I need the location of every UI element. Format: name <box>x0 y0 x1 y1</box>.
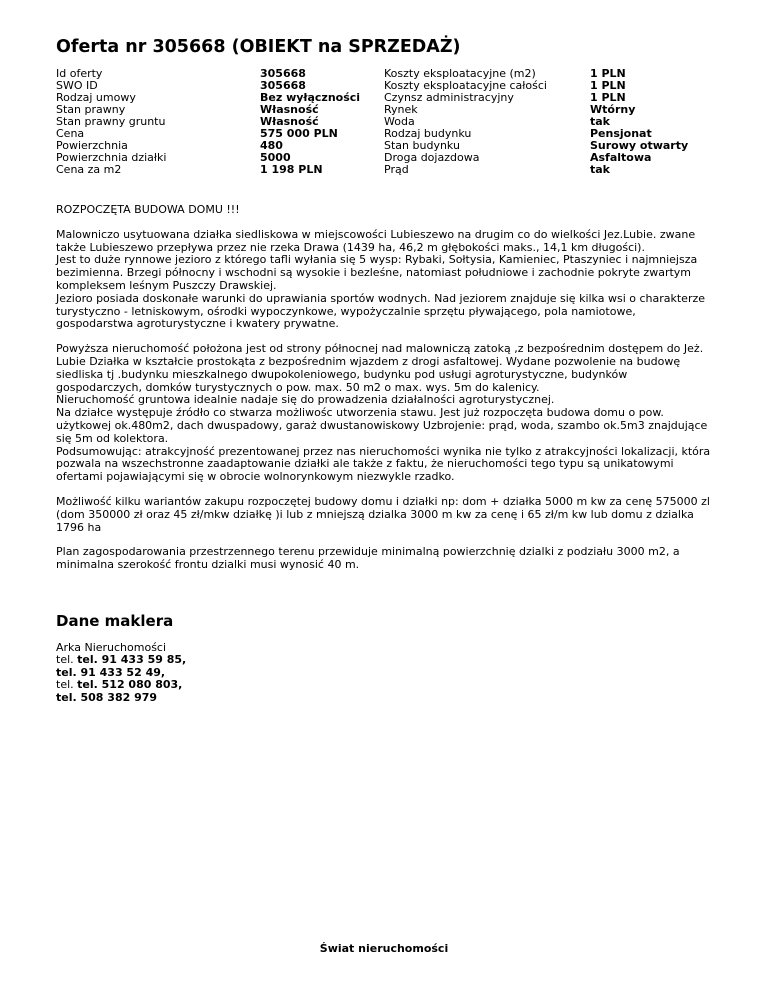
fact-label: Cena za m2 <box>56 163 122 176</box>
fact-label: Stan budynku <box>384 139 460 152</box>
page-title: Oferta nr 305668 (OBIEKT na SPRZEDAŻ) <box>56 37 461 57</box>
facts-values-left <box>260 68 360 176</box>
facts-labels-right <box>384 68 547 176</box>
fact-value: tak <box>590 115 610 128</box>
phone-number[interactable]: tel. 508 382 979 <box>56 690 158 704</box>
description-line: Na działce występuje źródło co stwarza możliwośc utworzenia stawu. Jest już rozpoczęta budowa domu o pow. użytkowej ok.480m2, dach dwuspadowy, garaż dwustanowiskowy Uzbrojenie: prąd, woda, szambo ok.5m3 znajdujące się 5m od kolektora. <box>56 406 708 445</box>
fact-value: Wtórny <box>590 103 636 116</box>
fact-value: 575 000 PLN <box>260 127 338 140</box>
description-paragraph-zoning: Plan zagospodarowania przestrzennego terenu przewiduje minimalną powierzchnię dzialki z podziału 3000 m2, a minimalna szerokość frontu dzialki musi wynosić 40 m. <box>56 545 680 572</box>
fact-label: Koszty eksploatacyjne (m2) <box>384 67 536 80</box>
phone-number[interactable]: tel. 91 433 59 85, <box>77 653 187 667</box>
broker-company: Arka Nieruchomości <box>56 640 167 654</box>
fact-label: Powierzchnia <box>56 139 128 152</box>
fact-label: Prąd <box>384 163 409 176</box>
fact-label: SWO ID <box>56 79 98 92</box>
fact-label: Rodzaj budynku <box>384 127 472 140</box>
fact-value: Własność <box>260 115 319 128</box>
fact-value: Pensjonat <box>590 127 652 140</box>
fact-value: 1 PLN <box>590 91 626 104</box>
description-line: Nieruchomość gruntowa idealnie nadaje się do prowadzenia działalności agroturystycznej. <box>56 393 555 407</box>
fact-value: Własność <box>260 103 319 116</box>
fact-value: Asfaltowa <box>590 151 652 164</box>
phone-prefix: tel. <box>56 678 74 692</box>
description-line: Powyższa nieruchomość położona jest od strony północnej nad malowniczą zatoką ,z bezpośrednim dostępem do Jeż. Lubie Działka w kształcie prostokąta z bezpośrednim wjazdem z drogi asfaltowej. Wydane pozwolenie na budowę siedliska tj .budynku mieszkalnego dwupokoleniowego, budynku pod usługi agroturystyczne, budynków gospodarczych, domków turystycznych o pow. max. 50 m2 o max. wys. 5m do kalenicy. <box>56 342 704 394</box>
fact-label: Stan prawny <box>56 103 126 116</box>
fact-label: Woda <box>384 115 415 128</box>
offer-facts-table <box>56 68 716 176</box>
facts-values-right <box>590 68 688 176</box>
fact-value: 1 PLN <box>590 79 626 92</box>
fact-value: 305668 <box>260 79 306 92</box>
fact-value: 1 PLN <box>590 67 626 80</box>
description-line: Podsumowując: atrakcyjność prezentowanej przez nas nieruchomości wynika nie tylko z atrakcyjności lokalizacji, która pozwala na wszechstronne zaadaptowanie działki ale także z faktu, że nieruchomości tego typu są unikatowymi ofertami pojawiającymi się w obrocie wolnorynkowym niezwykle rzadko. <box>56 444 711 484</box>
fact-label: Droga dojazdowa <box>384 151 480 164</box>
phone-prefix: tel. <box>56 653 74 667</box>
fact-value: Bez wyłączności <box>260 91 361 104</box>
fact-label: Cena <box>56 127 85 140</box>
fact-value: 305668 <box>260 67 306 80</box>
fact-value: tak <box>590 163 610 176</box>
fact-label: Rynek <box>384 103 418 116</box>
fact-value: 5000 <box>260 151 291 164</box>
fact-label: Id oferty <box>56 67 103 80</box>
description-paragraph-property <box>56 343 716 484</box>
fact-label: Rodzaj umowy <box>56 91 136 104</box>
fact-value: 1 198 PLN <box>260 163 323 176</box>
fact-label: Czynsz administracyjny <box>384 91 514 104</box>
fact-value: 480 <box>260 139 283 152</box>
description-line: Jest to duże rynnowe jezioro z którego tafli wyłania się 5 wysp: Rybaki, Sołtysia, Kamieniec, Ptaszyniec i najmniejsza bezimienna. Brzegi północny i wschodni są wysokie i bezleśne, natomiast południowe i zachodnie pokryte zwartym kompleksem leśnym Puszczy Drawskiej. <box>56 253 698 292</box>
phone-number[interactable]: tel. 91 433 52 49, <box>56 665 166 679</box>
footer-brand: Świat nieruchomości <box>319 942 449 955</box>
offer-document <box>56 36 716 704</box>
facts-labels-left <box>56 68 166 176</box>
fact-value: Surowy otwarty <box>590 139 689 152</box>
fact-label: Koszty eksploatacyjne całości <box>384 79 547 92</box>
fact-label: Powierzchnia działki <box>56 151 167 164</box>
description-paragraph-purchase-options: Możliwość kilku wariantów zakupu rozpoczętej budowy domu i działki np: dom + działka 5000 m kw za cenę 575000 zl (dom 350000 zł oraz 45 zł/mkw działkę )i lub z mniejszą dzialka 3000 m kw za cenę i 65 zł/m kw lub domu z dzialka 1796 ha <box>56 494 710 534</box>
description-paragraph-location <box>56 229 716 331</box>
description-line: Jezioro posiada doskonałe warunki do uprawiania sportów wodnych. Nad jeziorem znajduje się kilka wsi o charakterze turystyczno - letniskowym, ośrodki wypoczynkowe, wypożyczalnie sprzętu pływającego, pola namiotowe, gospodarstwa agroturystyczne i kwatery prywatne. <box>56 291 706 331</box>
fact-label: Stan prawny gruntu <box>56 115 166 128</box>
description-headline: ROZPOCZĘTA BUDOWA DOMU !!! <box>56 203 240 216</box>
broker-contact <box>56 642 716 704</box>
broker-heading: Dane maklera <box>56 611 174 630</box>
description-line: Malowniczo usytuowana działka siedliskowa w miejscowości Lubieszewo na drugim co do wielkości Jez.Lubie. zwane także Lubieszewo przepływa przez nie rzeka Drawa (1439 ha, 46,2 m głębokości maks., 14,1 km długości). <box>56 227 696 254</box>
phone-number[interactable]: tel. 512 080 803, <box>77 678 183 692</box>
